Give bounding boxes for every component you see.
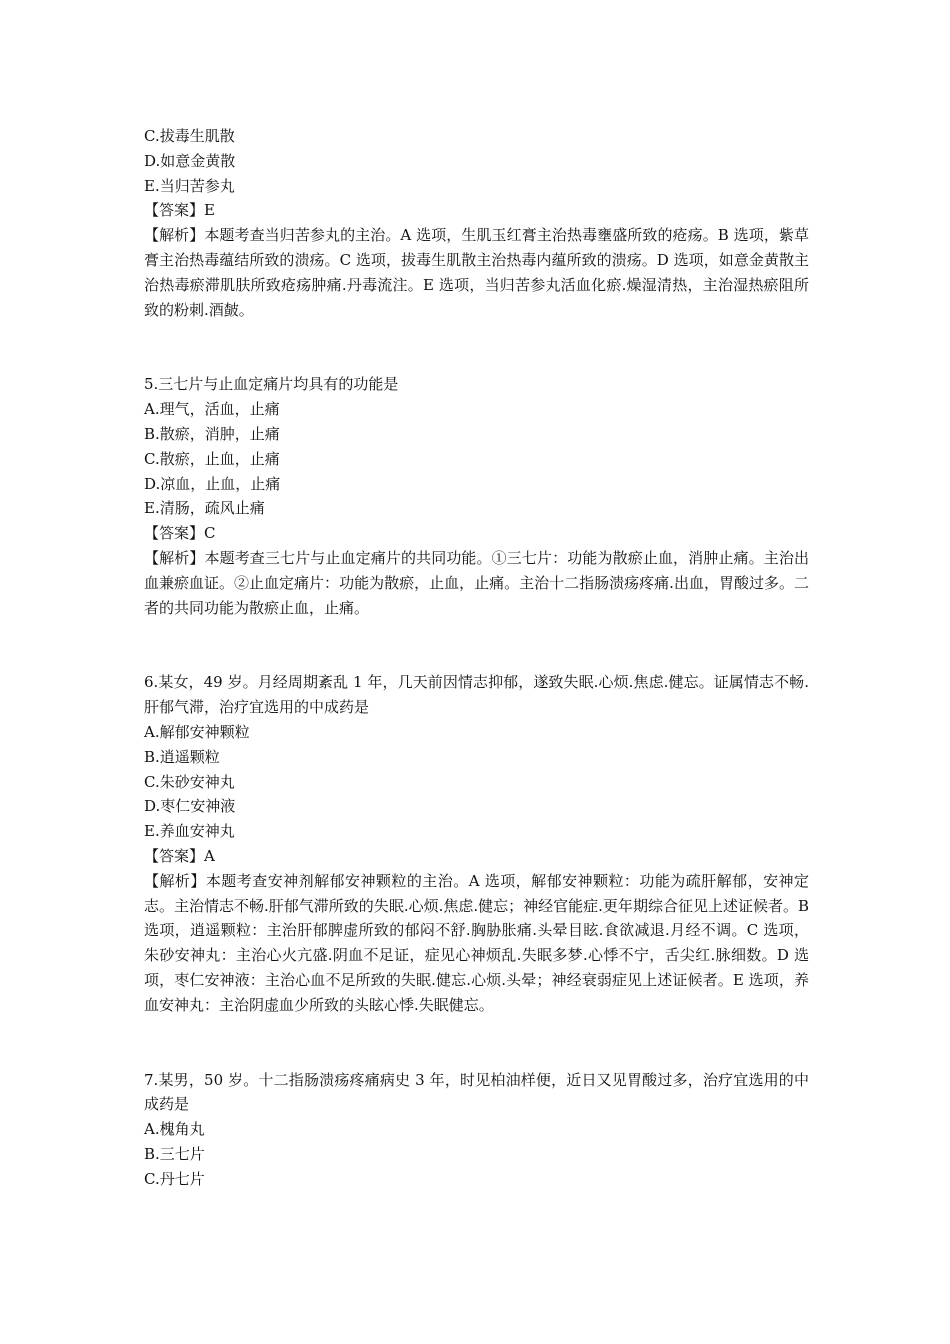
question-text: 7.某男，50 岁。十二指肠溃疡疼痛病史 3 年，时见柏油样便，近日又见胃酸过多，治疗宜选用的中成药是 xyxy=(144,1070,809,1114)
analysis: 【解析】本题考查当归苦参丸的主治。A 选项，生肌玉红膏主治热毒壅盛所致的疮疡。B 选项，紫草膏主治热毒蕴结所致的溃疡。C 选项，拔毒生肌散主治热毒内蕴所致的溃疡。D 选项，如意金黄散主治热毒瘀滞肌肤所致疮疡肿痛.丹毒流注。E 选项，当归苦参丸活血化瘀.燥湿清热，主治湿热瘀阻所致的粉刺.酒皶。 xyxy=(144,226,809,319)
answer: 【答案】A xyxy=(144,846,215,865)
option-a: A.理气，活血，止痛 xyxy=(144,400,280,419)
option-d: D.如意金黄散 xyxy=(144,151,236,170)
option-d: D.凉血，止血，止痛 xyxy=(144,474,281,493)
option-c: C.散瘀，止血，止痛 xyxy=(144,449,280,468)
option-a: A.槐角丸 xyxy=(144,1120,205,1139)
question-text: 5.三七片与止血定痛片均具有的功能是 xyxy=(144,375,399,394)
question-block-5 xyxy=(144,372,809,620)
question-text: 6.某女，49 岁。月经周期紊乱 1 年，几天前因情志抑郁，遂致失眠.心烦.焦虑.健忘。证属情志不畅.肝郁气滞，治疗宜选用的中成药是 xyxy=(144,673,809,717)
question-block-6 xyxy=(144,670,809,1017)
question-block-7 xyxy=(144,1068,809,1192)
option-c: C.丹七片 xyxy=(144,1169,205,1188)
option-a: A.解郁安神颗粒 xyxy=(144,722,250,741)
answer: 【答案】C xyxy=(144,524,216,543)
analysis: 【解析】本题考查三七片与止血定痛片的共同功能。①三七片：功能为散瘀止血，消肿止痛。主治出血兼瘀血证。②止血定痛片：功能为散瘀，止血，止痛。主治十二指肠溃疡疼痛.出血，胃酸过多。二者的共同功能为散瘀止血，止痛。 xyxy=(144,548,809,617)
option-e: E.当归苦参丸 xyxy=(144,176,235,195)
option-c: C.拔毒生肌散 xyxy=(144,127,235,145)
question-block-4 xyxy=(144,124,809,322)
option-b: B.散瘀，消肿，止痛 xyxy=(144,424,280,443)
option-c: C.朱砂安神丸 xyxy=(144,772,235,791)
answer: 【答案】E xyxy=(144,201,215,220)
option-b: B.逍遥颗粒 xyxy=(144,747,220,766)
document-content xyxy=(144,124,809,1191)
analysis: 【解析】本题考查安神剂解郁安神颗粒的主治。A 选项，解郁安神颗粒：功能为疏肝解郁，安神定志。主治情志不畅.肝郁气滞所致的失眠.心烦.焦虑.健忘；神经官能症.更年期综合征见上述证候者。B 选项，逍遥颗粒：主治肝郁脾虚所致的郁闷不舒.胸胁胀痛.头晕目眩.食欲减退.月经不调。C 选项，朱砂安神丸：主治心火亢盛.阴血不足证，症见心神烦乱.失眠多梦.心悸不宁，舌尖红.脉细数。D 选项，枣仁安神液：主治心血不足所致的失眠.健忘.心烦.头晕；神经衰弱症见上述证候者。E 选项，养血安神丸：主治阴虚血少所致的头眩心悸.失眠健忘。 xyxy=(144,871,809,1014)
option-e: E.清肠，疏风止痛 xyxy=(144,499,265,518)
option-d: D.枣仁安神液 xyxy=(144,797,236,816)
option-b: B.三七片 xyxy=(144,1144,205,1163)
option-e: E.养血安神丸 xyxy=(144,822,235,841)
